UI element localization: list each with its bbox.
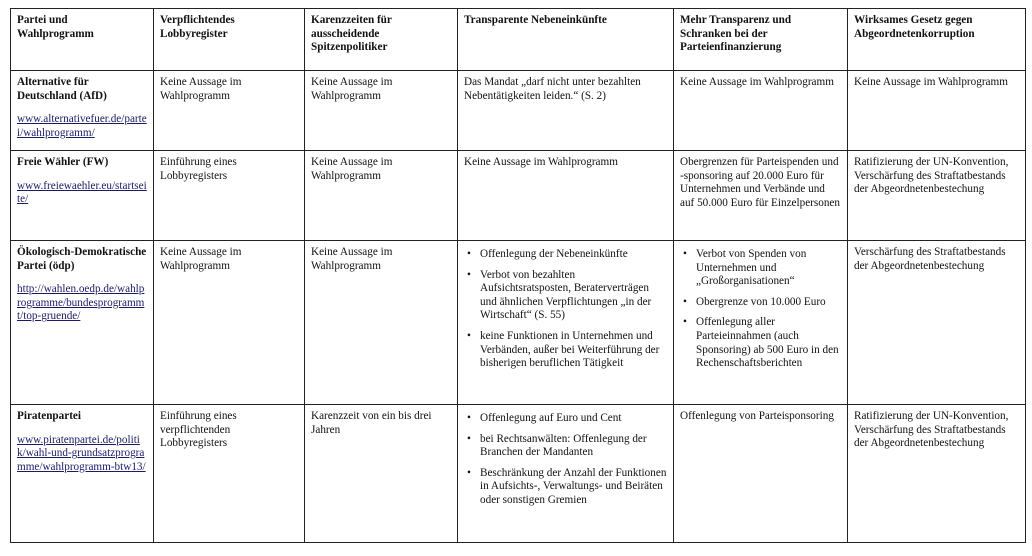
lobbyregister-cell: Keine Aussage im Wahlprogramm (154, 241, 305, 405)
party-name: Freie Wähler (FW) (17, 156, 109, 168)
parteienfinanzierung-cell (674, 241, 848, 405)
header-lobbyregister: Verpflichtendes Lobbyregister (154, 9, 305, 71)
bullet-item: • bei Rechtsanwälten: Offenlegung der Branchen der Mandanten (480, 433, 667, 460)
nebeneinkuenfte-cell (458, 405, 674, 543)
header-partei: Partei und Wahlprogramm (11, 9, 154, 71)
bullet-item: • Offenlegung auf Euro und Cent (480, 412, 667, 426)
bullet-list (680, 248, 841, 371)
lobbyregister-cell: Keine Aussage im Wahlprogramm (154, 71, 305, 151)
party-program-link[interactable]: www.piratenpartei.de/politik/wahl-und-grundsatzprogramme/wahlprogramm-btw13/ (17, 433, 146, 473)
header-parteienfinanzierung: Mehr Transparenz und Schranken bei der Parteienfinanzierung (674, 9, 848, 71)
header-nebeneinkuenfte: Transparente Nebeneinkünfte (458, 9, 674, 71)
nebeneinkuenfte-cell (458, 241, 674, 405)
parteienfinanzierung-cell: Keine Aussage im Wahlprogramm (674, 71, 848, 151)
bullet-item: • Verbot von bezahlten Aufsichtsratsposten, Beraterverträgen und ähnlichen Verpflichtungen „in der Wirtschaft“ (S. 55) (480, 269, 667, 323)
karenzzeiten-cell: Karenzzeit von ein bis drei Jahren (305, 405, 458, 543)
nebeneinkuenfte-cell: Das Mandat „darf nicht unter bezahlten Nebentätigkeiten leiden.“ (S. 2) (458, 71, 674, 151)
party-program-link[interactable]: www.freiewaehler.eu/startseite/ (17, 179, 147, 206)
bullet-item: • Offenlegung aller Parteieinnahmen (auch Sponsoring) ab 500 Euro in den Rechenschaftsberichten (696, 316, 841, 370)
korruption-cell: Verschärfung des Straftatbestands der Abgeordnetenbestechung (848, 241, 1026, 405)
party-name: Piratenpartei (17, 410, 81, 422)
party-program-link[interactable]: www.alternativefuer.de/partei/wahlprogramm/ (17, 113, 147, 139)
party-name: Alternative für Deutschland (AfD) (17, 76, 107, 102)
lobbyregister-cell: Einführung eines Lobbyregisters (154, 151, 305, 241)
party-comparison-table (10, 8, 1026, 543)
parteienfinanzierung-cell: Offenlegung von Parteisponsoring (674, 405, 848, 543)
party-cell (11, 151, 154, 241)
parteienfinanzierung-cell: Obergrenzen für Parteispenden und -sponsoring auf 20.000 Euro für Unternehmen und Verbände und auf 50.000 Euro für Einzelpersonen (674, 151, 848, 241)
bullet-item: • Obergrenze von 10.000 Euro (696, 296, 841, 310)
table-row (11, 71, 1026, 151)
party-cell (11, 71, 154, 151)
korruption-cell: Ratifizierung der UN-Konvention, Verschärfung des Straftatbestands der Abgeordnetenbestechung (848, 151, 1026, 241)
karenzzeiten-cell: Keine Aussage im Wahlprogramm (305, 241, 458, 405)
korruption-cell: Ratifizierung der UN-Konvention, Verschärfung des Straftatbestands der Abgeordnetenbestechung (848, 405, 1026, 543)
party-name: Ökologisch-Demokratische Partei (ödp) (17, 246, 147, 272)
party-program-link[interactable]: http://wahlen.oedp.de/wahlprogramme/bundesprogrammt/top-gruende/ (17, 283, 145, 323)
header-karenzzeiten: Karenzzeiten für ausscheidende Spitzenpolitiker (305, 9, 458, 71)
table-row (11, 241, 1026, 405)
bullet-item: • Offenlegung der Nebeneinkünfte (480, 248, 667, 262)
korruption-cell: Keine Aussage im Wahlprogramm (848, 71, 1026, 151)
nebeneinkuenfte-cell: Keine Aussage im Wahlprogramm (458, 151, 674, 241)
bullet-list (464, 412, 667, 508)
header-row (11, 9, 1026, 71)
karenzzeiten-cell: Keine Aussage im Wahlprogramm (305, 71, 458, 151)
bullet-item: • keine Funktionen in Unternehmen und Verbänden, außer bei Weiterführung der bisherigen beruflichen Tätigkeit (480, 330, 667, 371)
bullet-item: • Verbot von Spenden von Unternehmen und „Großorganisationen“ (696, 248, 841, 289)
table-row (11, 405, 1026, 543)
bullet-item: • Beschränkung der Anzahl der Funktionen in Aufsichts-, Verwaltungs- und Beiräten oder sonstigen Gremien (480, 467, 667, 508)
lobbyregister-cell: Einführung eines verpflichtenden Lobbyregisters (154, 405, 305, 543)
party-cell (11, 241, 154, 405)
bullet-list (464, 248, 667, 371)
table-row (11, 151, 1026, 241)
party-cell (11, 405, 154, 543)
header-korruption: Wirksames Gesetz gegen Abgeordnetenkorruption (848, 9, 1026, 71)
karenzzeiten-cell: Keine Aussage im Wahlprogramm (305, 151, 458, 241)
